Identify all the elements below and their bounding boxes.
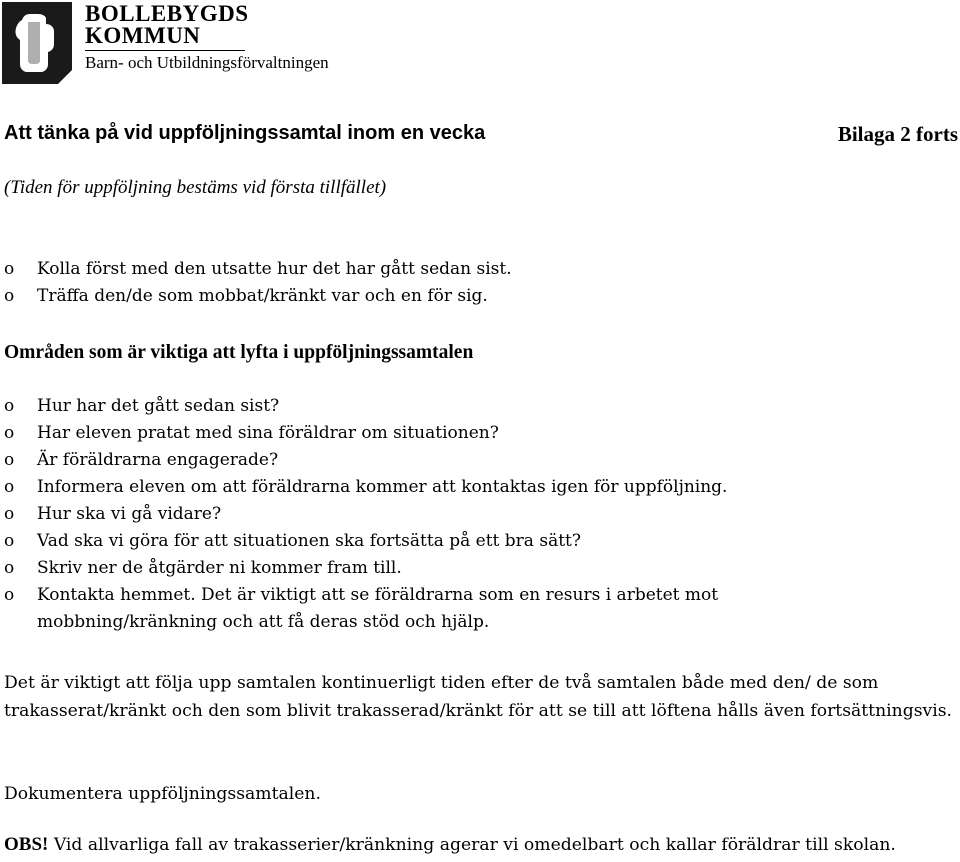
logo-title-line2: KOMMUN bbox=[85, 23, 201, 48]
bullet-icon: o bbox=[4, 450, 15, 470]
header bbox=[0, 0, 400, 92]
list-item: o Vad ska vi göra för att situationen ska fortsätta på ett bra sätt? bbox=[0, 528, 727, 555]
bullet-icon: o bbox=[4, 504, 15, 524]
bullet-icon: o bbox=[4, 259, 15, 279]
bullet-icon: o bbox=[4, 585, 15, 605]
list-item: o Hur ska vi gå vidare? bbox=[0, 501, 727, 528]
document-title: Att tänka på vid uppföljningssamtal inom en vecka bbox=[4, 122, 486, 144]
attachment-label: Bilaga 2 forts bbox=[837, 122, 958, 146]
initial-steps-list bbox=[0, 256, 512, 310]
list-item: o Skriv ner de åtgärder ni kommer fram till. bbox=[0, 555, 727, 582]
logo-divider bbox=[85, 50, 245, 51]
list-item: o Är föräldrarna engagerade? bbox=[0, 447, 727, 474]
obs-text: Vid allvarliga fall av trakasserier/kränkning agerar vi omedelbart och kallar föräldrar till skolan. bbox=[48, 835, 896, 855]
list-item: o Träffa den/de som mobbat/kränkt var och en för sig. bbox=[0, 283, 512, 310]
obs-label: OBS! bbox=[4, 834, 49, 855]
section-heading: Områden som är viktiga att lyfta i uppföljningssamtalen bbox=[4, 342, 474, 363]
followup-paragraph: Det är viktigt att följa upp samtalen kontinuerligt tiden efter de två samtalen både med den/ de som trakasserat/kränkt och den som blivit trakasserad/kränkt för att se till att löftena hålls även fortsättningsvis. bbox=[4, 673, 953, 721]
list-item: o Hur har det gått sedan sist? bbox=[0, 393, 727, 420]
list-item: o Informera eleven om att föräldrarna kommer att kontaktas igen för uppföljning. bbox=[0, 474, 727, 501]
bullet-icon: o bbox=[4, 531, 15, 551]
list-item: o Kolla först med den utsatte hur det har gått sedan sist. bbox=[0, 256, 512, 283]
bullet-icon: o bbox=[4, 286, 15, 306]
list-item: o Kontakta hemmet. Det är viktigt att se föräldrarna som en resurs i arbetet mot bbox=[0, 582, 727, 609]
municipality-logo-icon bbox=[0, 0, 74, 90]
list-item-continuation: mobbning/kränkning och att få deras stöd och hjälp. bbox=[37, 612, 490, 632]
bullet-icon: o bbox=[4, 558, 15, 578]
documentation-note: Dokumentera uppföljningssamtalen. bbox=[4, 784, 321, 804]
logo-subtitle: Barn- och Utbildningsförvaltningen bbox=[85, 53, 329, 72]
bullet-icon: o bbox=[4, 477, 15, 497]
document-subtitle: (Tiden för uppföljning bestäms vid första tillfället) bbox=[4, 177, 387, 198]
bullet-icon: o bbox=[4, 396, 15, 416]
bullet-icon: o bbox=[4, 423, 15, 443]
list-item: o Har eleven pratat med sina föräldrar om situationen? bbox=[0, 420, 727, 447]
logo-title-line1: BOLLEBYGDS bbox=[85, 1, 249, 26]
obs-note bbox=[4, 831, 896, 859]
followup-topics-list bbox=[0, 393, 727, 636]
